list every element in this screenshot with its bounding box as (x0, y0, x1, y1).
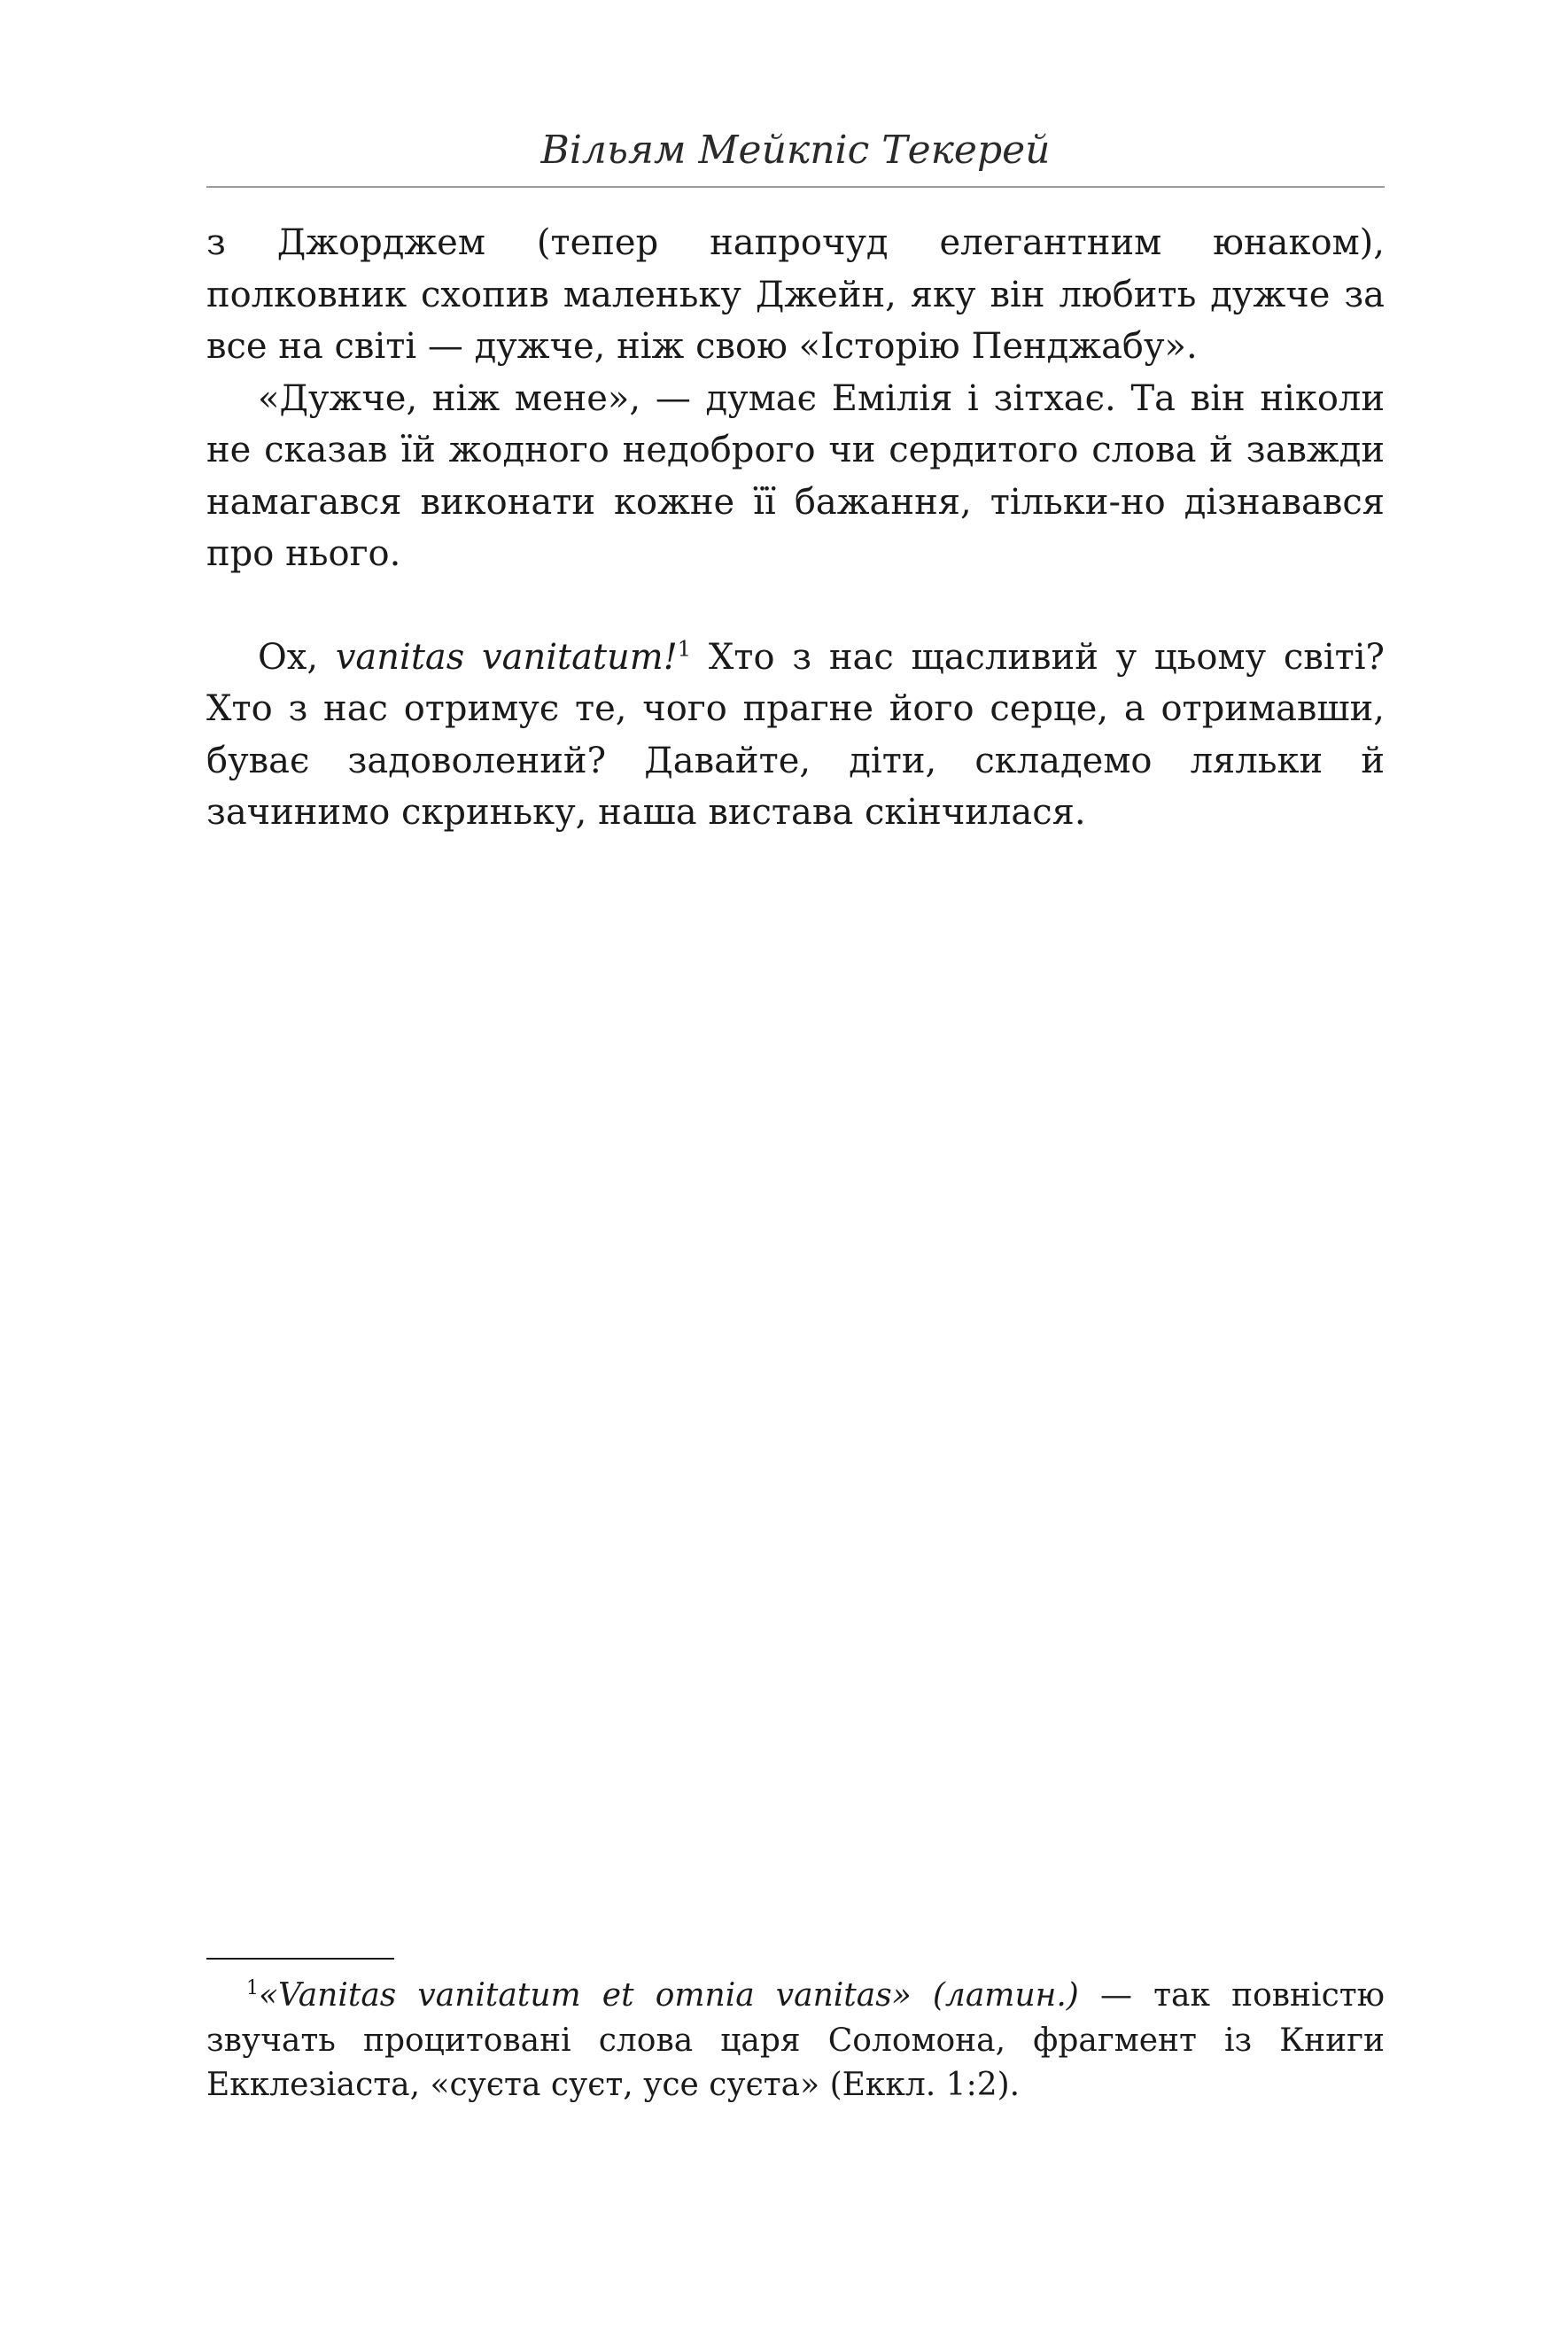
footnote-rest: — так повністю звучать процитовані слова царя Соломона, фрагмент із Книги Екклезіаста, «суєта суєт, усе суєта» (Еккл. 1:2). (206, 1977, 1385, 2103)
paragraph-3 (206, 632, 1385, 839)
latin-phrase: vanitas vanitatum! (335, 636, 678, 678)
main-text (206, 217, 1385, 839)
header-rule (206, 186, 1385, 188)
footnote-separator (206, 1958, 394, 1960)
footnote-reference[interactable]: 1 (677, 636, 692, 662)
paragraph-1: з Джорджем (тепер напрочуд елегантним юнаком), полковник схопив маленьку Джейн, яку він любить дужче за все на світі — дужче, ніж свою «Історію Пенджабу». (206, 222, 1385, 367)
paragraph-2: «Дужче, ніж мене», — думає Емілія і зітхає. Та він ніколи не сказав їй жодного недоброго чи сердитого слова й завжди намагався виконати кожне її бажання, тільки-но дізнавався про нього. (206, 377, 1385, 574)
paragraph-3-rest: Хто з нас щасливий у цьому світі? Хто з нас отримує те, чого прагне його серце, а отримавши, буває задоволений? Давайте, діти, складемо ляльки й зачинимо скриньку, наша вистава скінчилася. (206, 636, 1385, 833)
footnote-latin: «Vanitas vanitatum et omnia vanitas» (латин.) (259, 1977, 1079, 2014)
footnote-marker: 1 (246, 1977, 259, 1999)
paragraph-3-start: Ох, (258, 636, 336, 678)
footnote (206, 1974, 1385, 2108)
footnote-text (206, 1974, 1385, 2108)
running-header-title: Вільям Мейкпіс Текерей (540, 128, 1051, 173)
